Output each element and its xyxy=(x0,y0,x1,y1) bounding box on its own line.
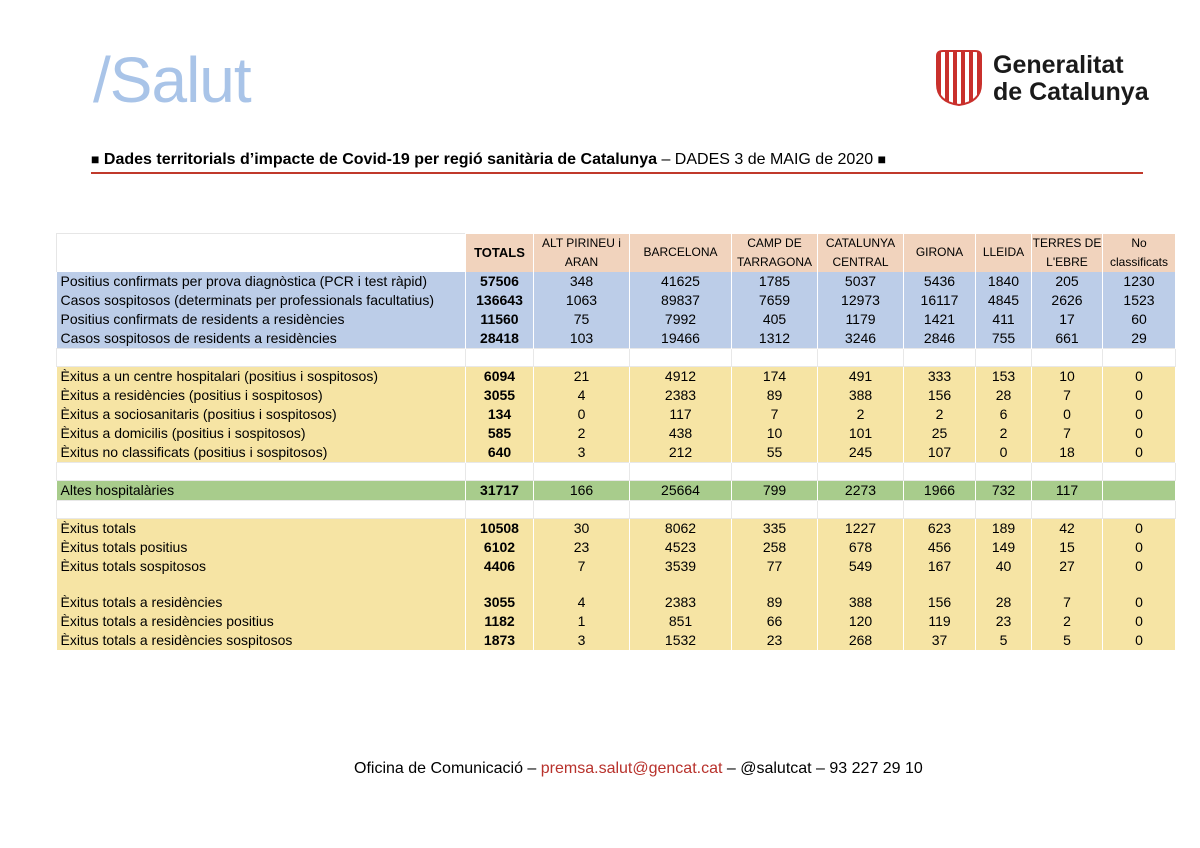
spacer-cell xyxy=(534,348,630,366)
value-cell: 258 xyxy=(732,538,818,557)
header-corner xyxy=(57,234,466,272)
row-label: Altes hospitalàries xyxy=(57,480,466,500)
table-row xyxy=(57,310,1176,329)
spacer-cell xyxy=(1032,500,1103,518)
report-heading xyxy=(91,149,1146,170)
value-cell: 7 xyxy=(1032,386,1103,405)
value-cell: 268 xyxy=(818,631,904,650)
senyera-emblem-icon xyxy=(935,50,983,106)
row-label: Positius confirmats per prova diagnòstica (PCR i test ràpid) xyxy=(57,272,466,291)
value-cell: 27 xyxy=(1032,557,1103,576)
value-cell: 405 xyxy=(732,310,818,329)
value-cell: 0 xyxy=(1103,631,1176,650)
table-row xyxy=(57,329,1176,349)
value-cell: 0 xyxy=(1103,612,1176,631)
header-totals: TOTALS xyxy=(466,234,534,272)
value-cell: 153 xyxy=(976,366,1032,386)
value-cell: 549 xyxy=(818,557,904,576)
value-cell: 117 xyxy=(630,405,732,424)
row-label: Èxitus totals xyxy=(57,518,466,538)
value-cell: 7659 xyxy=(732,291,818,310)
value-cell: 10 xyxy=(1032,366,1103,386)
value-cell: 245 xyxy=(818,443,904,463)
value-cell: 4912 xyxy=(630,366,732,386)
spacer-row xyxy=(57,348,1176,366)
spacer-cell xyxy=(732,462,818,480)
spacer-cell xyxy=(630,500,732,518)
value-cell: 29 xyxy=(1103,329,1176,349)
row-label: Èxitus a sociosanitaris (positius i sospitosos) xyxy=(57,405,466,424)
heading-bullet-left: ■ xyxy=(91,151,100,167)
value-cell: 1523 xyxy=(1103,291,1176,310)
total-cell: 31717 xyxy=(466,480,534,500)
spacer-cell xyxy=(976,462,1032,480)
value-cell: 623 xyxy=(904,518,976,538)
row-label: Èxitus a domicilis (positius i sospitosos) xyxy=(57,424,466,443)
value-cell: 103 xyxy=(534,329,630,349)
spacer-cell xyxy=(1032,348,1103,366)
value-cell: 75 xyxy=(534,310,630,329)
spacer-row xyxy=(57,462,1176,480)
spacer-cell xyxy=(818,576,904,593)
row-label: Èxitus no classificats (positius i sospitosos) xyxy=(57,443,466,463)
value-cell: 1230 xyxy=(1103,272,1176,291)
table-row xyxy=(57,518,1176,538)
generalitat-line-2: de Catalunya xyxy=(993,78,1149,106)
table-header-row xyxy=(57,234,1176,272)
value-cell: 3 xyxy=(534,443,630,463)
value-cell: 149 xyxy=(976,538,1032,557)
spacer-cell xyxy=(1103,462,1176,480)
table-row xyxy=(57,386,1176,405)
generalitat-logo xyxy=(933,50,1173,110)
value-cell: 1 xyxy=(534,612,630,631)
value-cell: 0 xyxy=(534,405,630,424)
spacer-cell xyxy=(534,462,630,480)
heading-underline xyxy=(91,172,1143,174)
spacer-cell xyxy=(904,500,976,518)
spacer-cell xyxy=(732,348,818,366)
value-cell: 2 xyxy=(818,405,904,424)
covid-data-table xyxy=(56,233,1176,650)
spacer-cell xyxy=(818,500,904,518)
value-cell: 2 xyxy=(904,405,976,424)
heading-bullet-right: ■ xyxy=(877,151,887,167)
row-label: Èxitus a un centre hospitalari (positius i sospitosos) xyxy=(57,366,466,386)
value-cell: 7 xyxy=(1032,593,1103,612)
value-cell: 37 xyxy=(904,631,976,650)
spacer-cell xyxy=(57,500,466,518)
spacer-cell xyxy=(1032,462,1103,480)
footer-email-link[interactable]: premsa.salut@gencat.cat xyxy=(540,760,723,777)
spacer-cell xyxy=(904,462,976,480)
value-cell: 661 xyxy=(1032,329,1103,349)
spacer-cell xyxy=(1032,576,1103,593)
total-cell: 4406 xyxy=(466,557,534,576)
heading-dash: – xyxy=(657,151,675,168)
value-cell: 28 xyxy=(976,593,1032,612)
value-cell xyxy=(1103,480,1176,500)
value-cell: 0 xyxy=(1032,405,1103,424)
spacer-cell xyxy=(466,500,534,518)
value-cell: 25 xyxy=(904,424,976,443)
value-cell: 2383 xyxy=(630,386,732,405)
value-cell: 19466 xyxy=(630,329,732,349)
total-cell: 3055 xyxy=(466,593,534,612)
value-cell: 7 xyxy=(534,557,630,576)
spacer-cell xyxy=(466,576,534,593)
value-cell: 18 xyxy=(1032,443,1103,463)
value-cell: 66 xyxy=(732,612,818,631)
value-cell: 678 xyxy=(818,538,904,557)
table-row xyxy=(57,480,1176,500)
value-cell: 2626 xyxy=(1032,291,1103,310)
value-cell: 388 xyxy=(818,386,904,405)
table-row xyxy=(57,366,1176,386)
spacer-cell xyxy=(57,348,466,366)
total-cell: 1182 xyxy=(466,612,534,631)
spacer-cell xyxy=(1103,348,1176,366)
value-cell: 30 xyxy=(534,518,630,538)
value-cell: 0 xyxy=(1103,518,1176,538)
table-row xyxy=(57,291,1176,310)
value-cell: 120 xyxy=(818,612,904,631)
total-cell: 136643 xyxy=(466,291,534,310)
value-cell: 1966 xyxy=(904,480,976,500)
spacer-cell xyxy=(976,576,1032,593)
value-cell: 89 xyxy=(732,593,818,612)
value-cell: 2846 xyxy=(904,329,976,349)
spacer-cell xyxy=(976,348,1032,366)
spacer-cell xyxy=(818,462,904,480)
value-cell: 156 xyxy=(904,386,976,405)
value-cell: 17 xyxy=(1032,310,1103,329)
row-label: Casos sospitosos (determinats per professionals facultatius) xyxy=(57,291,466,310)
value-cell: 12973 xyxy=(818,291,904,310)
value-cell: 851 xyxy=(630,612,732,631)
value-cell: 335 xyxy=(732,518,818,538)
value-cell: 7992 xyxy=(630,310,732,329)
footer-suffix: – @salutcat – 93 227 29 10 xyxy=(722,760,923,777)
row-label: Èxitus totals sospitosos xyxy=(57,557,466,576)
table-row xyxy=(57,631,1176,650)
value-cell: 7 xyxy=(1032,424,1103,443)
row-label: Èxitus a residències (positius i sospitosos) xyxy=(57,386,466,405)
value-cell: 333 xyxy=(904,366,976,386)
value-cell: 2273 xyxy=(818,480,904,500)
spacer-cell xyxy=(732,500,818,518)
salut-logo: /Salut xyxy=(93,44,251,116)
header-barcelona: BARCELONA xyxy=(630,234,732,272)
spacer-row xyxy=(57,500,1176,518)
value-cell: 6 xyxy=(976,405,1032,424)
value-cell: 0 xyxy=(1103,443,1176,463)
total-cell: 28418 xyxy=(466,329,534,349)
value-cell: 3 xyxy=(534,631,630,650)
value-cell: 2 xyxy=(976,424,1032,443)
value-cell: 8062 xyxy=(630,518,732,538)
table-row xyxy=(57,424,1176,443)
spacer-cell xyxy=(976,500,1032,518)
value-cell: 456 xyxy=(904,538,976,557)
value-cell: 1063 xyxy=(534,291,630,310)
table-row xyxy=(57,538,1176,557)
table-row xyxy=(57,612,1176,631)
spacer-row xyxy=(57,576,1176,593)
header-girona: GIRONA xyxy=(904,234,976,272)
value-cell: 23 xyxy=(732,631,818,650)
value-cell: 15 xyxy=(1032,538,1103,557)
value-cell: 25664 xyxy=(630,480,732,500)
value-cell: 189 xyxy=(976,518,1032,538)
header-camp-tarragona: CAMP DE TARRAGONA xyxy=(732,234,818,272)
spacer-cell xyxy=(1103,500,1176,518)
total-cell: 6094 xyxy=(466,366,534,386)
value-cell: 28 xyxy=(976,386,1032,405)
value-cell: 4523 xyxy=(630,538,732,557)
value-cell: 60 xyxy=(1103,310,1176,329)
value-cell: 411 xyxy=(976,310,1032,329)
table-row xyxy=(57,593,1176,612)
value-cell: 2 xyxy=(534,424,630,443)
value-cell: 77 xyxy=(732,557,818,576)
row-label: Casos sospitosos de residents a residències xyxy=(57,329,466,349)
row-label: Èxitus totals a residències positius xyxy=(57,612,466,631)
row-label: Positius confirmats de residents a residències xyxy=(57,310,466,329)
value-cell: 1532 xyxy=(630,631,732,650)
total-cell: 640 xyxy=(466,443,534,463)
value-cell: 0 xyxy=(1103,424,1176,443)
value-cell: 1421 xyxy=(904,310,976,329)
row-label: Èxitus totals positius xyxy=(57,538,466,557)
footer-contact xyxy=(354,760,923,778)
value-cell: 89 xyxy=(732,386,818,405)
value-cell: 5436 xyxy=(904,272,976,291)
total-cell: 11560 xyxy=(466,310,534,329)
header-catalunya-central: CATALUNYA CENTRAL xyxy=(818,234,904,272)
spacer-cell xyxy=(466,348,534,366)
total-cell: 585 xyxy=(466,424,534,443)
value-cell: 2 xyxy=(1032,612,1103,631)
header-alt-pirineu: ALT PIRINEU i ARAN xyxy=(534,234,630,272)
value-cell: 23 xyxy=(534,538,630,557)
footer-prefix: Oficina de Comunicació – xyxy=(354,760,541,777)
row-label: Èxitus totals a residències xyxy=(57,593,466,612)
spacer-cell xyxy=(818,348,904,366)
value-cell: 55 xyxy=(732,443,818,463)
value-cell: 10 xyxy=(732,424,818,443)
spacer-cell xyxy=(732,576,818,593)
spacer-cell xyxy=(57,576,466,593)
total-cell: 134 xyxy=(466,405,534,424)
value-cell: 1785 xyxy=(732,272,818,291)
spacer-cell xyxy=(904,576,976,593)
spacer-cell xyxy=(534,576,630,593)
value-cell: 4845 xyxy=(976,291,1032,310)
value-cell: 0 xyxy=(1103,386,1176,405)
value-cell: 388 xyxy=(818,593,904,612)
value-cell: 491 xyxy=(818,366,904,386)
value-cell: 2383 xyxy=(630,593,732,612)
value-cell: 166 xyxy=(534,480,630,500)
spacer-cell xyxy=(904,348,976,366)
total-cell: 10508 xyxy=(466,518,534,538)
heading-date: DADES 3 de MAIG de 2020 xyxy=(674,151,874,168)
value-cell: 0 xyxy=(1103,366,1176,386)
table-row xyxy=(57,272,1176,291)
value-cell: 0 xyxy=(1103,538,1176,557)
value-cell: 1312 xyxy=(732,329,818,349)
spacer-cell xyxy=(630,462,732,480)
header-terres-ebre: TERRES DE L'EBRE xyxy=(1032,234,1103,272)
value-cell: 799 xyxy=(732,480,818,500)
value-cell: 41625 xyxy=(630,272,732,291)
value-cell: 0 xyxy=(1103,593,1176,612)
value-cell: 107 xyxy=(904,443,976,463)
header-no-classificats: No classificats xyxy=(1103,234,1176,272)
value-cell: 174 xyxy=(732,366,818,386)
value-cell: 5 xyxy=(976,631,1032,650)
value-cell: 1179 xyxy=(818,310,904,329)
spacer-cell xyxy=(466,462,534,480)
table-body xyxy=(57,272,1176,650)
value-cell: 40 xyxy=(976,557,1032,576)
total-cell: 57506 xyxy=(466,272,534,291)
value-cell: 4 xyxy=(534,593,630,612)
value-cell: 117 xyxy=(1032,480,1103,500)
spacer-cell xyxy=(630,348,732,366)
value-cell: 1840 xyxy=(976,272,1032,291)
spacer-cell xyxy=(57,462,466,480)
total-cell: 1873 xyxy=(466,631,534,650)
table-row xyxy=(57,443,1176,463)
value-cell: 21 xyxy=(534,366,630,386)
value-cell: 1227 xyxy=(818,518,904,538)
value-cell: 101 xyxy=(818,424,904,443)
value-cell: 7 xyxy=(732,405,818,424)
value-cell: 167 xyxy=(904,557,976,576)
value-cell: 732 xyxy=(976,480,1032,500)
value-cell: 3246 xyxy=(818,329,904,349)
value-cell: 4 xyxy=(534,386,630,405)
total-cell: 6102 xyxy=(466,538,534,557)
value-cell: 212 xyxy=(630,443,732,463)
value-cell: 119 xyxy=(904,612,976,631)
generalitat-line-1: Generalitat xyxy=(993,51,1124,79)
generalitat-wordmark xyxy=(993,52,1149,106)
value-cell: 205 xyxy=(1032,272,1103,291)
table-row xyxy=(57,557,1176,576)
table-row xyxy=(57,405,1176,424)
total-cell: 3055 xyxy=(466,386,534,405)
value-cell: 89837 xyxy=(630,291,732,310)
value-cell: 0 xyxy=(976,443,1032,463)
value-cell: 0 xyxy=(1103,557,1176,576)
value-cell: 5 xyxy=(1032,631,1103,650)
value-cell: 348 xyxy=(534,272,630,291)
spacer-cell xyxy=(534,500,630,518)
value-cell: 3539 xyxy=(630,557,732,576)
value-cell: 42 xyxy=(1032,518,1103,538)
value-cell: 23 xyxy=(976,612,1032,631)
spacer-cell xyxy=(630,576,732,593)
heading-title: Dades territorials d’impacte de Covid-19 per regió sanitària de Catalunya xyxy=(103,151,657,168)
value-cell: 16117 xyxy=(904,291,976,310)
value-cell: 755 xyxy=(976,329,1032,349)
value-cell: 438 xyxy=(630,424,732,443)
value-cell: 0 xyxy=(1103,405,1176,424)
value-cell: 156 xyxy=(904,593,976,612)
value-cell: 5037 xyxy=(818,272,904,291)
header-lleida: LLEIDA xyxy=(976,234,1032,272)
spacer-cell xyxy=(1103,576,1176,593)
row-label: Èxitus totals a residències sospitosos xyxy=(57,631,466,650)
